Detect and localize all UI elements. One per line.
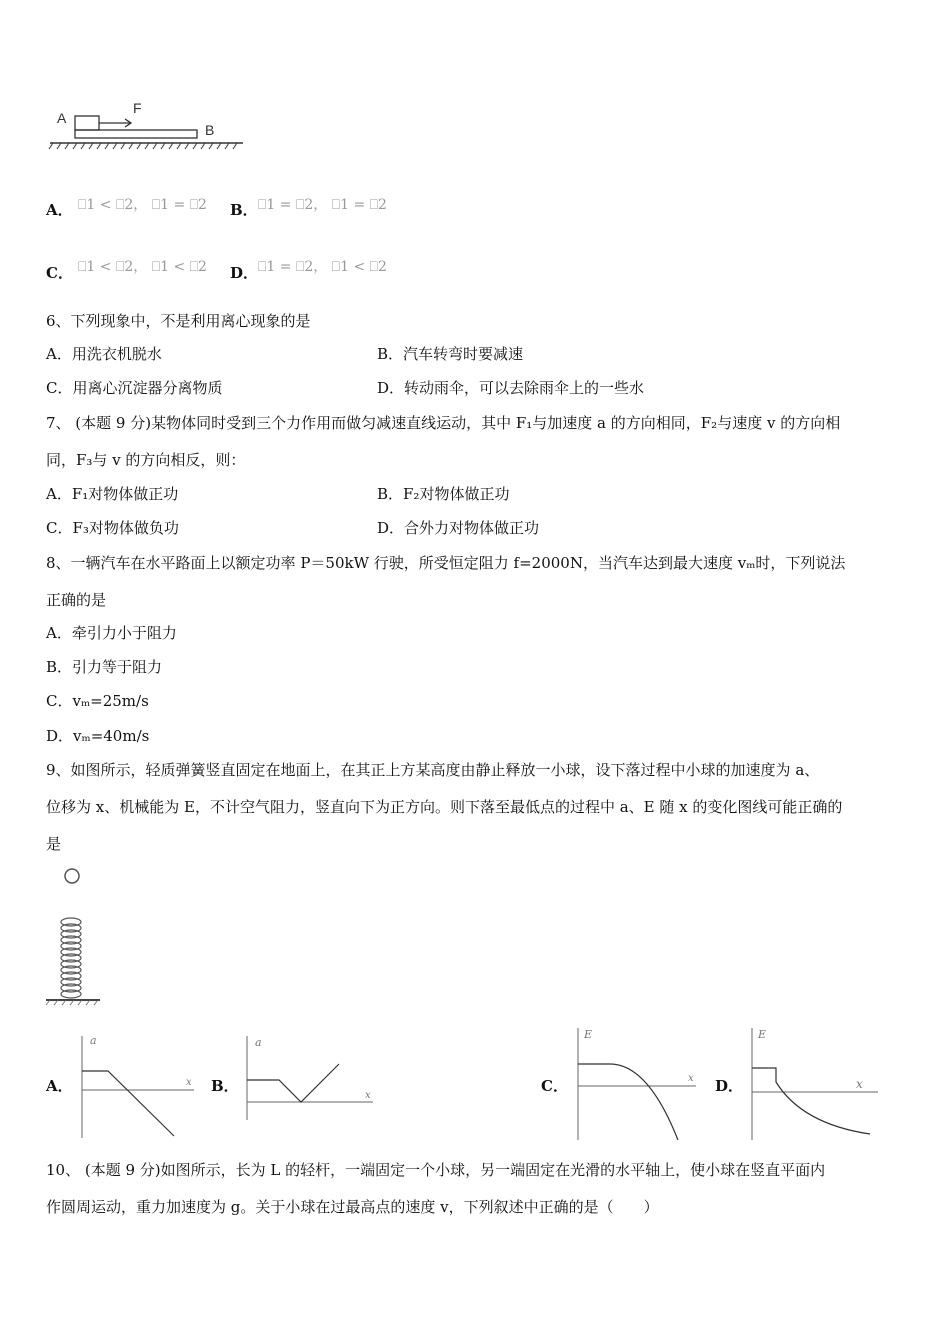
axis-label-x: x — [688, 1073, 694, 1084]
axis-label-a: a — [90, 1034, 97, 1047]
q6-stem: 6、下列现象中，不是利用离心现象的是 — [46, 312, 311, 330]
label-a: A — [57, 110, 67, 126]
graph-a — [70, 1032, 200, 1142]
curve — [752, 1068, 870, 1134]
q10-stem-line2: 作圆周运动，重力加速度为 g。关于小球在过最高点的速度 v，下列叙述中正确的是（ ） — [46, 1198, 659, 1216]
q5-option-b-text: ⎕1 = ⎕2， ⎕1 = ⎕2 — [258, 197, 387, 213]
axis-label-x: x — [186, 1077, 192, 1088]
q8-stem-line1: 8、一辆汽车在水平路面上以额定功率 P＝50kW 行驶，所受恒定阻力 f=2000N，当汽车达到最大速度 vₘ时，下列说法 — [46, 554, 846, 572]
label-f: F — [133, 100, 142, 116]
curve — [82, 1071, 174, 1136]
q8-option-c: C．vₘ=25m/s — [46, 692, 149, 710]
q7-option-b: B．F₂对物体做正功 — [377, 485, 510, 503]
graph-b — [235, 1032, 375, 1122]
spring-ball-figure — [42, 865, 112, 1010]
q9-stem-line1: 9、如图所示，轻质弹簧竖直固定在地面上，在其正上方某高度由静止释放一小球，设下落过程中小球的加速度为 a、 — [46, 761, 820, 779]
q6-option-b: B．汽车转弯时要减速 — [377, 345, 524, 363]
q7-option-a: A．F₁对物体做正功 — [46, 485, 179, 503]
graph-c — [568, 1024, 698, 1142]
q9-stem-line3: 是 — [46, 835, 62, 853]
q8-option-d: D．vₘ=40m/s — [46, 727, 150, 745]
q7-stem-line2: 同，F₃与 v 的方向相反，则： — [46, 451, 246, 469]
q9-option-a: A． — [46, 1077, 73, 1095]
q7-option-d: D．合外力对物体做正功 — [377, 519, 540, 537]
block-a — [75, 116, 99, 130]
q6-option-a: A．用洗衣机脱水 — [46, 345, 162, 363]
axis-label-a: a — [255, 1036, 262, 1049]
q6-option-c: C．用离心沉淀器分离物质 — [46, 379, 223, 397]
q9-option-c: C． — [541, 1077, 568, 1095]
q5-option-c-text: ⎕1 < ⎕2， ⎕1 < ⎕2 — [78, 259, 207, 275]
q9-option-b: B． — [211, 1077, 239, 1095]
q9-stem-line2: 位移为 x、机械能为 E，不计空气阻力，竖直向下为正方向。则下落至最低点的过程中 a、E 随 x 的变化图线可能正确的 — [46, 798, 843, 816]
q8-stem-line2: 正确的是 — [46, 591, 107, 609]
curve — [578, 1064, 678, 1140]
block-plank-figure — [45, 100, 245, 155]
q5-option-d-text: ⎕1 = ⎕2， ⎕1 < ⎕2 — [258, 259, 387, 275]
q5-option-c-label: C． — [46, 264, 73, 282]
axis-label-e: E — [584, 1028, 593, 1041]
spring — [61, 918, 81, 998]
q8-option-b: B．引力等于阻力 — [46, 658, 163, 676]
q8-option-a: A．牵引力小于阻力 — [46, 624, 177, 642]
plank-b — [75, 130, 197, 138]
q7-option-c: C．F₃对物体做负功 — [46, 519, 179, 537]
q5-option-d-label: D． — [230, 264, 259, 282]
axis-label-x: x — [365, 1090, 371, 1101]
q7-stem-line1: 7、 (本题 9 分)某物体同时受到三个力作用而做匀减速直线运动，其中 F₁与加速度 a 的方向相同，F₂与速度 v 的方向相 — [46, 414, 841, 432]
axis-label-e: E — [758, 1028, 767, 1041]
q6-option-d: D．转动雨伞，可以去除雨伞上的一些水 — [377, 379, 645, 397]
q5-option-b-label: B． — [230, 201, 258, 219]
q5-option-a-label: A． — [46, 201, 73, 219]
label-b: B — [205, 122, 215, 138]
q10-stem-line1: 10、 (本题 9 分)如图所示，长为 L 的轻杆，一端固定一个小球，另一端固定在光滑的水平轴上，使小球在竖直平面内 — [46, 1161, 826, 1179]
curve — [247, 1064, 339, 1102]
q5-option-a-text: ⎕1 < ⎕2， ⎕1 = ⎕2 — [78, 197, 207, 213]
axis-label-x: x — [856, 1077, 863, 1091]
ball — [65, 869, 79, 883]
q9-option-d: D． — [715, 1077, 744, 1095]
graph-d — [742, 1024, 882, 1142]
